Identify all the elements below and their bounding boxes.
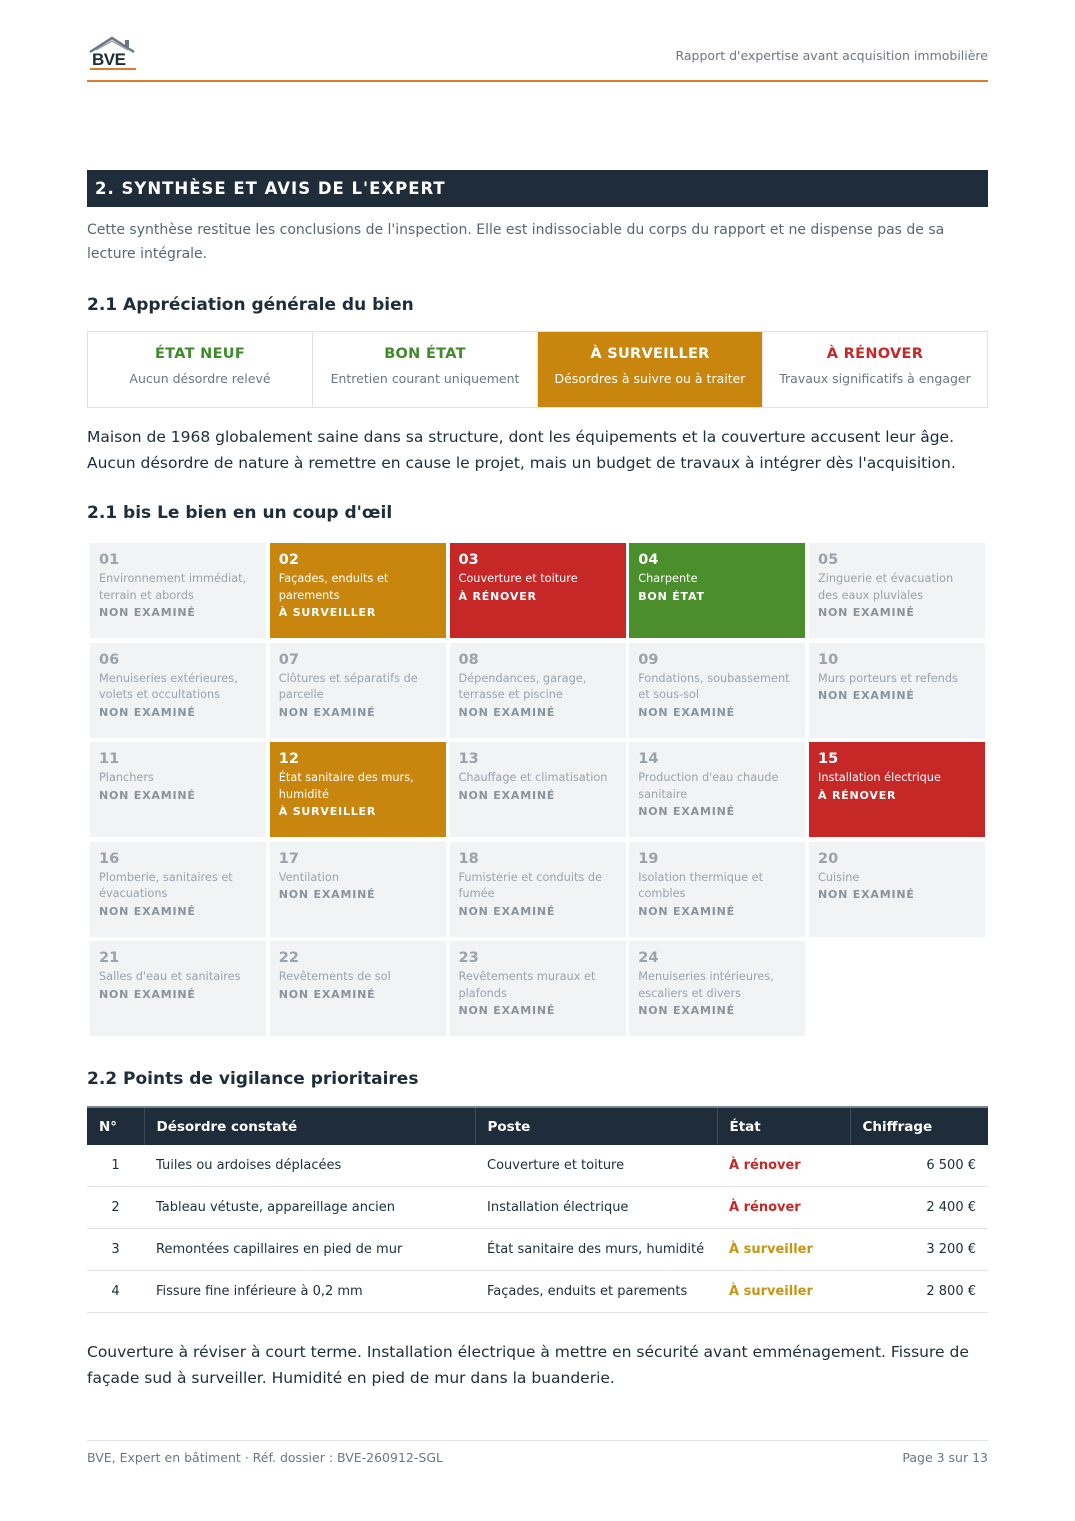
tile-label: Fondations, soubassement et sous-sol [638, 671, 790, 701]
section-intro: Cette synthèse restitue les conclusions de l'inspection. Elle est indissociable du corps du rapport et ne dispense pas de sa lecture intégrale. [87, 222, 945, 262]
tile-num: 15 [818, 751, 839, 767]
scale-cell [538, 332, 763, 407]
appreciation-heading: 2.1 Appréciation générale du bien [87, 295, 414, 315]
tile-label: Ventilation [278, 870, 339, 884]
tile-label: Planchers [99, 771, 154, 784]
tile-label: Revêtements de sol [278, 970, 391, 983]
tile-num: 07 [278, 651, 299, 668]
tile-status: NON EXAMINÉ [638, 1004, 735, 1017]
tile-num: 04 [638, 552, 659, 568]
tile-label: Zinguerie et évacuation des eaux pluviales [818, 572, 954, 602]
tile-status: NON EXAMINÉ [278, 705, 376, 719]
overview-tile [629, 941, 805, 1036]
cell-etat: À rénover [717, 1145, 850, 1187]
cell-chiffrage: 6 500 € [850, 1145, 988, 1187]
tile-label: Façades, enduits et parements [278, 572, 389, 602]
tile-status: BON ÉTAT [638, 589, 705, 603]
page-number: Page 3 sur 13 [902, 1450, 988, 1465]
tile-status: NON EXAMINÉ [458, 1004, 556, 1017]
cell-poste: Couverture et toiture [475, 1145, 717, 1187]
tile-label: Installation électrique [818, 771, 941, 784]
page-footer [87, 1440, 988, 1471]
overview-tile [270, 543, 446, 638]
overview-tile [629, 643, 805, 738]
tile-num: 02 [278, 552, 299, 568]
table-row [87, 1229, 988, 1271]
cell-desordre: Remontées capillaires en pied de mur [144, 1229, 475, 1271]
tile-num: 12 [278, 751, 299, 767]
scale-description: Entretien courant uniquement [330, 371, 520, 386]
vigilance-conclusion: Couverture à réviser à court terme. Installation électrique à mettre en sécurité avant emménagement. Fissure de façade sud à surveiller. Humidité en pied de mur dans la buanderie. [87, 1343, 969, 1387]
tile-status: NON EXAMINÉ [99, 788, 196, 802]
overview-tile [90, 742, 266, 837]
cell-n: 2 [87, 1187, 144, 1229]
scale-label: À SURVEILLER [590, 346, 710, 362]
col-header-desordre: Désordre constaté [144, 1107, 475, 1145]
overview-tile [450, 941, 626, 1036]
tile-num: 05 [818, 552, 839, 568]
tile-num: 19 [638, 850, 659, 867]
tile-label: Fumisterie et conduits de fumée [458, 870, 603, 900]
scale-label: ÉTAT NEUF [154, 346, 246, 362]
cell-poste: Façades, enduits et parements [475, 1271, 717, 1313]
tile-status: NON EXAMINÉ [638, 705, 735, 719]
page-header [87, 36, 988, 82]
overview-tile [629, 543, 805, 638]
tile-status: NON EXAMINÉ [638, 805, 735, 818]
overview-tile [90, 941, 266, 1036]
cell-chiffrage: 3 200 € [850, 1229, 988, 1271]
tile-num: 21 [99, 950, 120, 966]
tile-num: 01 [99, 552, 120, 568]
tile-status: NON EXAMINÉ [458, 904, 556, 918]
overview-tile [450, 742, 626, 837]
table-row [87, 1145, 988, 1187]
tile-status: NON EXAMINÉ [99, 705, 196, 719]
tile-status: À RÉNOVER [818, 788, 897, 802]
cell-chiffrage: 2 800 € [850, 1271, 988, 1313]
tile-status: NON EXAMINÉ [99, 904, 196, 918]
overview-tile [809, 643, 985, 738]
tile-status: À SURVEILLER [278, 805, 377, 818]
cell-desordre: Tableau vétuste, appareillage ancien [144, 1187, 475, 1229]
cell-n: 3 [87, 1229, 144, 1271]
tile-label: État sanitaire des murs, humidité [278, 771, 414, 801]
scale-label: À RÉNOVER [826, 346, 924, 362]
tile-status: NON EXAMINÉ [638, 904, 735, 918]
col-header-chiffrage: Chiffrage [850, 1107, 988, 1145]
overview-tile [270, 643, 446, 738]
tile-status: NON EXAMINÉ [818, 606, 915, 619]
overview-tile [270, 941, 446, 1036]
cell-desordre: Fissure fine inférieure à 0,2 mm [144, 1271, 475, 1313]
tile-num: 17 [278, 850, 299, 867]
cell-etat: À surveiller [717, 1229, 850, 1271]
vigilance-table [87, 1106, 988, 1313]
tile-label: Menuiseries extérieures, volets et occultations [99, 671, 238, 701]
tile-label: Dépendances, garage, terrasse et piscine [458, 671, 587, 701]
tile-num: 08 [458, 651, 479, 668]
col-header-num: N° [87, 1107, 144, 1145]
overview-tile [90, 643, 266, 738]
tile-num: 23 [458, 950, 479, 966]
cell-etat: À rénover [717, 1187, 850, 1229]
tile-label: Couverture et toiture [458, 572, 578, 585]
tile-label: Charpente [638, 572, 698, 585]
overview-tile [809, 842, 985, 937]
tile-num: 18 [458, 850, 479, 867]
scale-cell [313, 332, 538, 407]
tile-label: Murs porteurs et refends [818, 671, 958, 685]
tile-label: Plomberie, sanitaires et évacuations [99, 870, 233, 900]
cell-etat: À surveiller [717, 1271, 850, 1313]
tile-num: 16 [99, 850, 120, 867]
tile-num: 13 [458, 751, 479, 767]
tile-label: Isolation thermique et combles [638, 870, 764, 900]
overview-tile [450, 643, 626, 738]
table-header-row [87, 1107, 988, 1145]
scale-cell [88, 332, 313, 407]
scale-description: Travaux significatifs à engager [779, 371, 971, 386]
overview-tile [629, 742, 805, 837]
tile-status: NON EXAMINÉ [818, 689, 915, 702]
tile-num: 24 [638, 950, 659, 966]
overview-tile [450, 543, 626, 638]
tile-label: Chauffage et climatisation [458, 771, 608, 784]
report-title: Rapport d'expertise avant acquisition immobilière [675, 48, 988, 63]
scale-cell [763, 332, 987, 407]
cell-n: 4 [87, 1271, 144, 1313]
tile-status: NON EXAMINÉ [458, 705, 556, 719]
overview-tile [270, 742, 446, 837]
tile-label: Menuiseries intérieures, escaliers et divers [638, 970, 774, 1000]
overview-tile [629, 842, 805, 937]
condition-scale [87, 331, 988, 408]
tile-num: 06 [99, 651, 120, 668]
overview-tile [270, 842, 446, 937]
appreciation-summary: Maison de 1968 globalement saine dans sa structure, dont les équipements et la couverture accusent leur âge. Aucun désordre de nature à remettre en cause le projet, mais un budget de travaux à intégrer dès l'acquisition. [87, 428, 956, 472]
tile-status: NON EXAMINÉ [278, 987, 376, 1001]
tile-num: 10 [818, 651, 839, 668]
scale-description: Désordres à suivre ou à traiter [554, 371, 746, 386]
overview-tile [90, 842, 266, 937]
overview-tile [450, 842, 626, 937]
tile-label: Cuisine [818, 870, 860, 884]
section-title: 2. SYNTHÈSE ET AVIS DE L'EXPERT [87, 170, 988, 207]
tile-num: 14 [638, 751, 659, 767]
tile-label: Revêtements muraux et plafonds [458, 970, 596, 1000]
col-header-etat: État [717, 1107, 850, 1145]
table-row [87, 1271, 988, 1313]
cell-n: 1 [87, 1145, 144, 1187]
scale-label: BON ÉTAT [384, 346, 466, 362]
tile-label: Production d'eau chaude sanitaire [638, 771, 779, 801]
tile-status: NON EXAMINÉ [458, 788, 556, 802]
cell-poste: Installation électrique [475, 1187, 717, 1229]
col-header-poste: Poste [475, 1107, 717, 1145]
cell-poste: État sanitaire des murs, humidité [475, 1229, 717, 1271]
table-row [87, 1187, 988, 1229]
overview-tile [809, 742, 985, 837]
tile-num: 03 [458, 552, 479, 568]
scale-description: Aucun désordre relevé [129, 371, 271, 386]
cell-desordre: Tuiles ou ardoises déplacées [144, 1145, 475, 1187]
tile-status: NON EXAMINÉ [99, 606, 196, 619]
tile-status: NON EXAMINÉ [818, 888, 915, 901]
cell-chiffrage: 2 400 € [850, 1187, 988, 1229]
footer-reference: BVE, Expert en bâtiment · Réf. dossier : BVE-260912-SGL [87, 1450, 443, 1465]
tile-label: Environnement immédiat, terrain et abords [99, 572, 247, 602]
logo-text: BVE [92, 50, 126, 69]
tile-label: Clôtures et séparatifs de parcelle [278, 671, 418, 701]
tile-status: À RÉNOVER [458, 589, 537, 603]
tile-num: 11 [99, 751, 120, 767]
tile-status: À SURVEILLER [278, 606, 377, 619]
tile-label: Salles d'eau et sanitaires [99, 970, 241, 983]
overview-tile [90, 543, 266, 638]
tile-num: 22 [278, 950, 299, 966]
tile-num: 20 [818, 850, 839, 867]
overview-grid [90, 543, 985, 1036]
tile-status: NON EXAMINÉ [278, 888, 376, 901]
overview-heading: 2.1 bis Le bien en un coup d'œil [87, 503, 393, 523]
tile-num: 09 [638, 651, 659, 668]
vigilance-heading: 2.2 Points de vigilance prioritaires [87, 1069, 419, 1089]
bve-logo [87, 36, 143, 72]
overview-tile [809, 543, 985, 638]
tile-status: NON EXAMINÉ [99, 987, 196, 1001]
